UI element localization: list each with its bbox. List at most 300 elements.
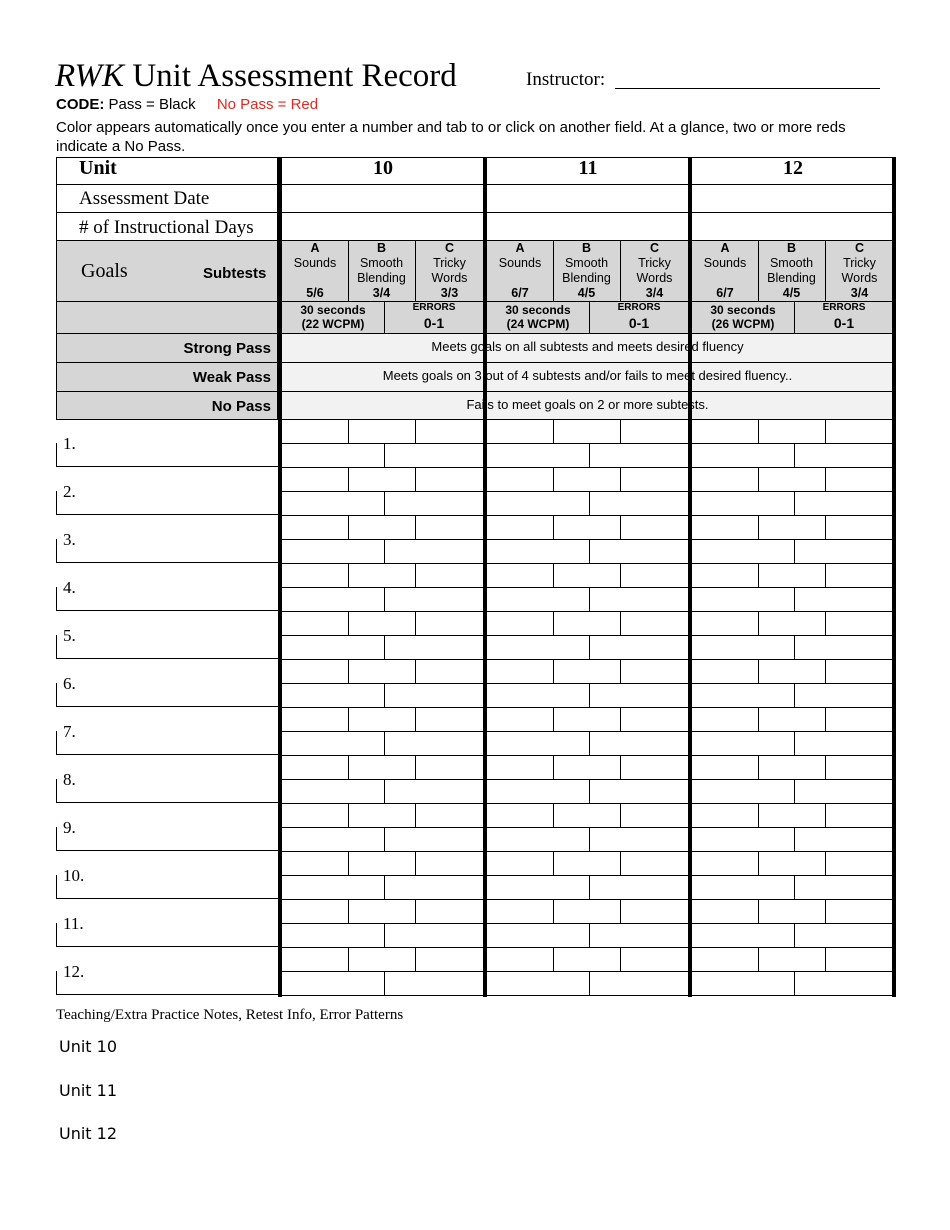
student-row-tick (56, 443, 57, 466)
unit-10-notes[interactable]: Unit 10 (59, 1037, 118, 1056)
cell-divider (794, 443, 795, 467)
cell-line (487, 995, 689, 996)
subtest-score-cell[interactable] (487, 420, 553, 443)
subtest-score-cell[interactable] (553, 804, 620, 827)
cell-divider (794, 779, 795, 803)
subtest-score-cell[interactable] (348, 468, 415, 491)
subtest-score-cell[interactable] (692, 516, 758, 539)
errors-score-cell[interactable] (589, 876, 689, 899)
errors-score-cell[interactable] (794, 540, 894, 563)
fluency-score-cell[interactable] (692, 828, 794, 851)
subtests-label: Subtests (203, 265, 267, 282)
subtest-goal: 3/3 (440, 286, 459, 300)
errors-score-cell[interactable] (589, 444, 689, 467)
subtest-score-cell[interactable] (487, 516, 553, 539)
errors-goal (589, 302, 689, 332)
cell-divider (758, 563, 759, 587)
cell-divider (758, 707, 759, 731)
subtest-score-cell[interactable] (553, 660, 620, 683)
title-italic: RWK (55, 58, 125, 94)
subtest-score-cell[interactable] (487, 948, 553, 971)
subtest-header (620, 241, 689, 301)
subtest-score-cell[interactable] (282, 708, 348, 731)
subtest-score-cell[interactable] (620, 564, 689, 587)
subtest-score-cell[interactable] (692, 900, 758, 923)
subtest-score-cell[interactable] (487, 852, 553, 875)
errors-score-cell[interactable] (794, 636, 894, 659)
cell-divider (384, 683, 385, 707)
assessment-date-field[interactable] (487, 185, 689, 212)
student-name-field[interactable] (58, 900, 277, 946)
subtest-score-cell[interactable] (282, 756, 348, 779)
fluency-score-cell[interactable] (692, 492, 794, 515)
fluency-score-cell[interactable] (487, 780, 589, 803)
unit-11-notes[interactable]: Unit 11 (59, 1081, 118, 1100)
subtest-score-cell[interactable] (692, 852, 758, 875)
subtest-letter: B (786, 241, 797, 255)
cell-divider (415, 467, 416, 491)
cell-line (487, 491, 689, 492)
subtest-score-cell[interactable] (415, 900, 484, 923)
cell-divider (825, 563, 826, 587)
subtest-score-cell[interactable] (282, 804, 348, 827)
cell-line (282, 587, 484, 588)
fluency-score-cell[interactable] (282, 444, 384, 467)
cell-line (487, 875, 689, 876)
subtest-score-cell[interactable] (620, 516, 689, 539)
cell-divider (758, 755, 759, 779)
subtest-goal: 3/4 (850, 286, 869, 300)
fluency-score-cell[interactable] (282, 780, 384, 803)
errors-score-cell[interactable] (384, 492, 484, 515)
subtest-header (553, 241, 620, 301)
errors-score-cell[interactable] (794, 876, 894, 899)
subtest-score-cell[interactable] (825, 516, 894, 539)
errors-score-cell[interactable] (589, 924, 689, 947)
fluency-score-cell[interactable] (487, 972, 589, 995)
cell-divider (553, 563, 554, 587)
errors-score-cell[interactable] (589, 540, 689, 563)
errors-score-cell[interactable] (384, 924, 484, 947)
fluency-goal (692, 303, 794, 331)
errors-score-cell[interactable] (794, 924, 894, 947)
subtest-header (692, 241, 758, 301)
subtest-score-cell[interactable] (348, 948, 415, 971)
fluency-goal (282, 303, 384, 331)
fluency-score-cell[interactable] (487, 924, 589, 947)
subtest-score-cell[interactable] (348, 900, 415, 923)
student-name-field[interactable] (58, 564, 277, 610)
subtest-score-cell[interactable] (825, 804, 894, 827)
subtest-letter: C (649, 241, 660, 255)
fluency-score-cell[interactable] (487, 444, 589, 467)
subtest-score-cell[interactable] (758, 756, 825, 779)
fluency-score-cell[interactable] (692, 732, 794, 755)
subtest-score-cell[interactable] (348, 516, 415, 539)
cell-divider (589, 731, 590, 755)
pass-level-desc: Meets goals on all subtests and meets desired fluency (431, 339, 744, 354)
fluency-score-cell[interactable] (692, 924, 794, 947)
student-name-field[interactable] (58, 708, 277, 754)
subtest-score-cell[interactable] (758, 612, 825, 635)
subtest-score-cell[interactable] (487, 708, 553, 731)
nopass-code: No Pass = Red (216, 96, 319, 113)
cell-line (692, 443, 894, 444)
fluency-score-cell[interactable] (282, 828, 384, 851)
subtest-score-cell[interactable] (620, 420, 689, 443)
student-number: 6. (63, 674, 76, 693)
subtest-name: Sounds (293, 256, 337, 270)
student-number: 2. (63, 482, 76, 501)
subtest-score-cell[interactable] (282, 564, 348, 587)
subtest-divider (553, 240, 554, 301)
subtest-score-cell[interactable] (758, 900, 825, 923)
cell-line (282, 635, 484, 636)
errors-score-cell[interactable] (589, 588, 689, 611)
subtest-score-cell[interactable] (692, 468, 758, 491)
cell-line (692, 875, 894, 876)
subtest-score-cell[interactable] (553, 900, 620, 923)
subtest-score-cell[interactable] (825, 420, 894, 443)
fluency-score-cell[interactable] (692, 588, 794, 611)
cell-divider (794, 539, 795, 563)
errors-score-cell[interactable] (384, 732, 484, 755)
fluency-score-cell[interactable] (487, 876, 589, 899)
cell-divider (758, 851, 759, 875)
subtest-score-cell[interactable] (415, 708, 484, 731)
student-name-field[interactable] (58, 756, 277, 802)
errors-score-cell[interactable] (794, 780, 894, 803)
instructional-days-field[interactable] (692, 213, 894, 240)
student-name-field[interactable] (58, 804, 277, 850)
subtest-score-cell[interactable] (487, 900, 553, 923)
subtest-score-cell[interactable] (620, 612, 689, 635)
cell-divider (620, 467, 621, 491)
fluency-time: 30 seconds (710, 303, 776, 317)
cell-divider (348, 755, 349, 779)
unit-label: Unit (79, 157, 117, 179)
student-row-line (56, 658, 278, 659)
subtest-score-cell[interactable] (692, 660, 758, 683)
errors-score-cell[interactable] (794, 684, 894, 707)
cell-divider (348, 899, 349, 923)
subtest-score-cell[interactable] (758, 516, 825, 539)
subtest-goal: 4/5 (782, 286, 801, 300)
subtest-score-cell[interactable] (487, 564, 553, 587)
unit-number: 10 (373, 157, 393, 179)
subtest-score-cell[interactable] (553, 708, 620, 731)
student-name-field[interactable] (58, 612, 277, 658)
subtest-score-cell[interactable] (620, 948, 689, 971)
cell-divider (415, 515, 416, 539)
cell-divider (415, 419, 416, 443)
subtest-score-cell[interactable] (415, 516, 484, 539)
subtest-score-cell[interactable] (692, 420, 758, 443)
student-number: 5. (63, 626, 76, 645)
errors-score-cell[interactable] (589, 684, 689, 707)
cell-line (692, 539, 894, 540)
cell-divider (620, 851, 621, 875)
instructions-note: Color appears automatically once you enter a number and tab to or click on another field. At a glance, two or more reds indicate a No Pass. (56, 119, 846, 155)
errors-score-cell[interactable] (384, 780, 484, 803)
cell-divider (825, 419, 826, 443)
cell-divider (825, 755, 826, 779)
cell-divider (553, 899, 554, 923)
fluency-score-cell[interactable] (487, 588, 589, 611)
fluency-score-cell[interactable] (487, 828, 589, 851)
student-name-field[interactable] (58, 948, 277, 994)
cell-divider (384, 971, 385, 995)
cell-line (282, 491, 484, 492)
fluency-score-cell[interactable] (282, 636, 384, 659)
cell-divider (620, 803, 621, 827)
subtest-score-cell[interactable] (415, 948, 484, 971)
student-name-field[interactable] (58, 660, 277, 706)
subtest-score-cell[interactable] (553, 516, 620, 539)
subtest-score-cell[interactable] (553, 612, 620, 635)
subtest-score-cell[interactable] (692, 708, 758, 731)
instructor-field[interactable] (615, 88, 880, 89)
cell-divider (758, 419, 759, 443)
subtest-score-cell[interactable] (415, 420, 484, 443)
subtest-score-cell[interactable] (620, 708, 689, 731)
subtest-score-cell[interactable] (415, 564, 484, 587)
fluency-score-cell[interactable] (487, 636, 589, 659)
instructional-days-field[interactable] (282, 213, 484, 240)
subtest-score-cell[interactable] (553, 420, 620, 443)
subtest-score-cell[interactable] (348, 564, 415, 587)
errors-score-cell[interactable] (384, 684, 484, 707)
subtest-score-cell[interactable] (348, 660, 415, 683)
subtest-score-cell[interactable] (487, 756, 553, 779)
subtest-score-cell[interactable] (553, 852, 620, 875)
fluency-score-cell[interactable] (692, 876, 794, 899)
subtest-score-cell[interactable] (825, 612, 894, 635)
errors-score-cell[interactable] (384, 444, 484, 467)
errors-score-cell[interactable] (794, 588, 894, 611)
errors-score-cell[interactable] (589, 828, 689, 851)
fluency-score-cell[interactable] (282, 876, 384, 899)
fluency-score-cell[interactable] (692, 636, 794, 659)
cell-divider (348, 419, 349, 443)
subtest-score-cell[interactable] (825, 900, 894, 923)
errors-score-cell[interactable] (384, 540, 484, 563)
subtest-score-cell[interactable] (348, 804, 415, 827)
subtest-score-cell[interactable] (758, 852, 825, 875)
errors-score-cell[interactable] (589, 492, 689, 515)
cell-divider (794, 491, 795, 515)
subtest-score-cell[interactable] (758, 708, 825, 731)
subtest-letter: B (376, 241, 387, 255)
subtest-score-cell[interactable] (282, 900, 348, 923)
errors-score-cell[interactable] (384, 828, 484, 851)
fluency-score-cell[interactable] (487, 492, 589, 515)
errors-score-cell[interactable] (384, 972, 484, 995)
errors-score-cell[interactable] (794, 444, 894, 467)
fluency-score-cell[interactable] (692, 540, 794, 563)
subtest-score-cell[interactable] (620, 900, 689, 923)
fluency-score-cell[interactable] (692, 444, 794, 467)
subtest-score-cell[interactable] (415, 756, 484, 779)
subtest-score-cell[interactable] (487, 660, 553, 683)
fluency-score-cell[interactable] (282, 684, 384, 707)
instructional-days-field[interactable] (487, 213, 689, 240)
subtest-score-cell[interactable] (415, 852, 484, 875)
fluency-score-cell[interactable] (282, 492, 384, 515)
subtest-letter: C (444, 241, 455, 255)
errors-score-cell[interactable] (794, 492, 894, 515)
errors-score-cell[interactable] (794, 972, 894, 995)
errors-score-cell[interactable] (589, 732, 689, 755)
errors-score-cell[interactable] (794, 732, 894, 755)
cell-line (692, 635, 894, 636)
subtest-score-cell[interactable] (825, 708, 894, 731)
subtest-goal: 5/6 (306, 286, 324, 300)
cell-divider (415, 803, 416, 827)
subtest-score-cell[interactable] (348, 612, 415, 635)
subtest-score-cell[interactable] (553, 468, 620, 491)
errors-score-cell[interactable] (794, 828, 894, 851)
cell-divider (825, 947, 826, 971)
subtest-score-cell[interactable] (758, 804, 825, 827)
subtest-score-cell[interactable] (692, 804, 758, 827)
cell-divider (384, 923, 385, 947)
cell-divider (794, 731, 795, 755)
subtest-score-cell[interactable] (415, 612, 484, 635)
subtest-score-cell[interactable] (282, 660, 348, 683)
subtest-name: Tricky Words (841, 256, 878, 285)
subtest-score-cell[interactable] (282, 612, 348, 635)
subtest-score-cell[interactable] (487, 804, 553, 827)
errors-goal (384, 302, 484, 332)
cell-line (487, 587, 689, 588)
fluency-score-cell[interactable] (282, 732, 384, 755)
subtest-score-cell[interactable] (825, 948, 894, 971)
errors-score-cell[interactable] (589, 636, 689, 659)
subtest-score-cell[interactable] (415, 804, 484, 827)
subtest-score-cell[interactable] (620, 804, 689, 827)
fluency-score-cell[interactable] (692, 780, 794, 803)
subtest-score-cell[interactable] (415, 660, 484, 683)
student-name-field[interactable] (58, 468, 277, 514)
student-number: 11. (63, 914, 84, 933)
subtest-score-cell[interactable] (348, 756, 415, 779)
cell-divider (758, 611, 759, 635)
student-name-field[interactable] (58, 420, 277, 466)
subtest-score-cell[interactable] (487, 612, 553, 635)
fluency-score-cell[interactable] (692, 684, 794, 707)
subtest-score-cell[interactable] (415, 468, 484, 491)
subtest-score-cell[interactable] (758, 948, 825, 971)
subtest-score-cell[interactable] (348, 420, 415, 443)
subtest-score-cell[interactable] (825, 852, 894, 875)
unit-number: 12 (783, 157, 803, 179)
subtest-letter: A (720, 241, 730, 255)
cell-divider (825, 611, 826, 635)
subtest-letter: A (310, 241, 320, 255)
subtest-score-cell[interactable] (620, 756, 689, 779)
student-name-field[interactable] (58, 516, 277, 562)
subtest-score-cell[interactable] (620, 660, 689, 683)
errors-value: 0-1 (833, 315, 855, 331)
subtest-score-cell[interactable] (487, 468, 553, 491)
fluency-score-cell[interactable] (487, 540, 589, 563)
student-row-tick (56, 971, 57, 994)
fluency-score-cell[interactable] (282, 540, 384, 563)
subtest-score-cell[interactable] (553, 948, 620, 971)
errors-score-cell[interactable] (384, 636, 484, 659)
student-row-tick (56, 779, 57, 802)
subtest-score-cell[interactable] (758, 468, 825, 491)
cell-divider (553, 707, 554, 731)
subtest-score-cell[interactable] (692, 948, 758, 971)
subtest-score-cell[interactable] (282, 420, 348, 443)
assessment-date-field[interactable] (692, 185, 894, 212)
subtest-score-cell[interactable] (282, 852, 348, 875)
unit-12-notes[interactable]: Unit 12 (59, 1124, 118, 1143)
errors-score-cell[interactable] (384, 588, 484, 611)
rule-line (56, 333, 893, 334)
subtest-name: Smooth Blending (562, 256, 611, 285)
subtest-score-cell[interactable] (825, 660, 894, 683)
fluency-score-cell[interactable] (487, 684, 589, 707)
cell-divider (415, 563, 416, 587)
subtest-score-cell[interactable] (692, 612, 758, 635)
student-number: 4. (63, 578, 76, 597)
subtest-score-cell[interactable] (348, 708, 415, 731)
subtest-score-cell[interactable] (825, 468, 894, 491)
cell-line (487, 635, 689, 636)
subtest-score-cell[interactable] (825, 756, 894, 779)
student-name-field[interactable] (58, 852, 277, 898)
errors-value: 0-1 (423, 315, 445, 331)
cell-divider (384, 827, 385, 851)
cell-divider (589, 827, 590, 851)
assessment-date-field[interactable] (282, 185, 484, 212)
fluency-score-cell[interactable] (282, 588, 384, 611)
pass-level-label: No Pass (211, 398, 271, 415)
errors-score-cell[interactable] (384, 876, 484, 899)
cell-divider (794, 587, 795, 611)
subtest-score-cell[interactable] (758, 420, 825, 443)
fluency-score-cell[interactable] (487, 732, 589, 755)
student-row-line (56, 850, 278, 851)
subtest-goal: 6/7 (511, 286, 529, 300)
subtest-score-cell[interactable] (825, 564, 894, 587)
cell-divider (553, 467, 554, 491)
cell-divider (589, 875, 590, 899)
subtest-score-cell[interactable] (553, 564, 620, 587)
fluency-score-cell[interactable] (282, 924, 384, 947)
subtest-score-cell[interactable] (620, 852, 689, 875)
subtest-score-cell[interactable] (620, 468, 689, 491)
subtest-score-cell[interactable] (282, 468, 348, 491)
errors-score-cell[interactable] (589, 780, 689, 803)
subtest-score-cell[interactable] (553, 756, 620, 779)
fluency-score-cell[interactable] (282, 972, 384, 995)
subtest-score-cell[interactable] (282, 516, 348, 539)
cell-line (282, 923, 484, 924)
subtest-score-cell[interactable] (692, 564, 758, 587)
subtest-score-cell[interactable] (692, 756, 758, 779)
subtest-score-cell[interactable] (758, 564, 825, 587)
subtest-score-cell[interactable] (758, 660, 825, 683)
subtest-score-cell[interactable] (282, 948, 348, 971)
subtest-score-cell[interactable] (348, 852, 415, 875)
subtest-letter: A (515, 241, 525, 255)
fluency-score-cell[interactable] (692, 972, 794, 995)
errors-score-cell[interactable] (589, 972, 689, 995)
